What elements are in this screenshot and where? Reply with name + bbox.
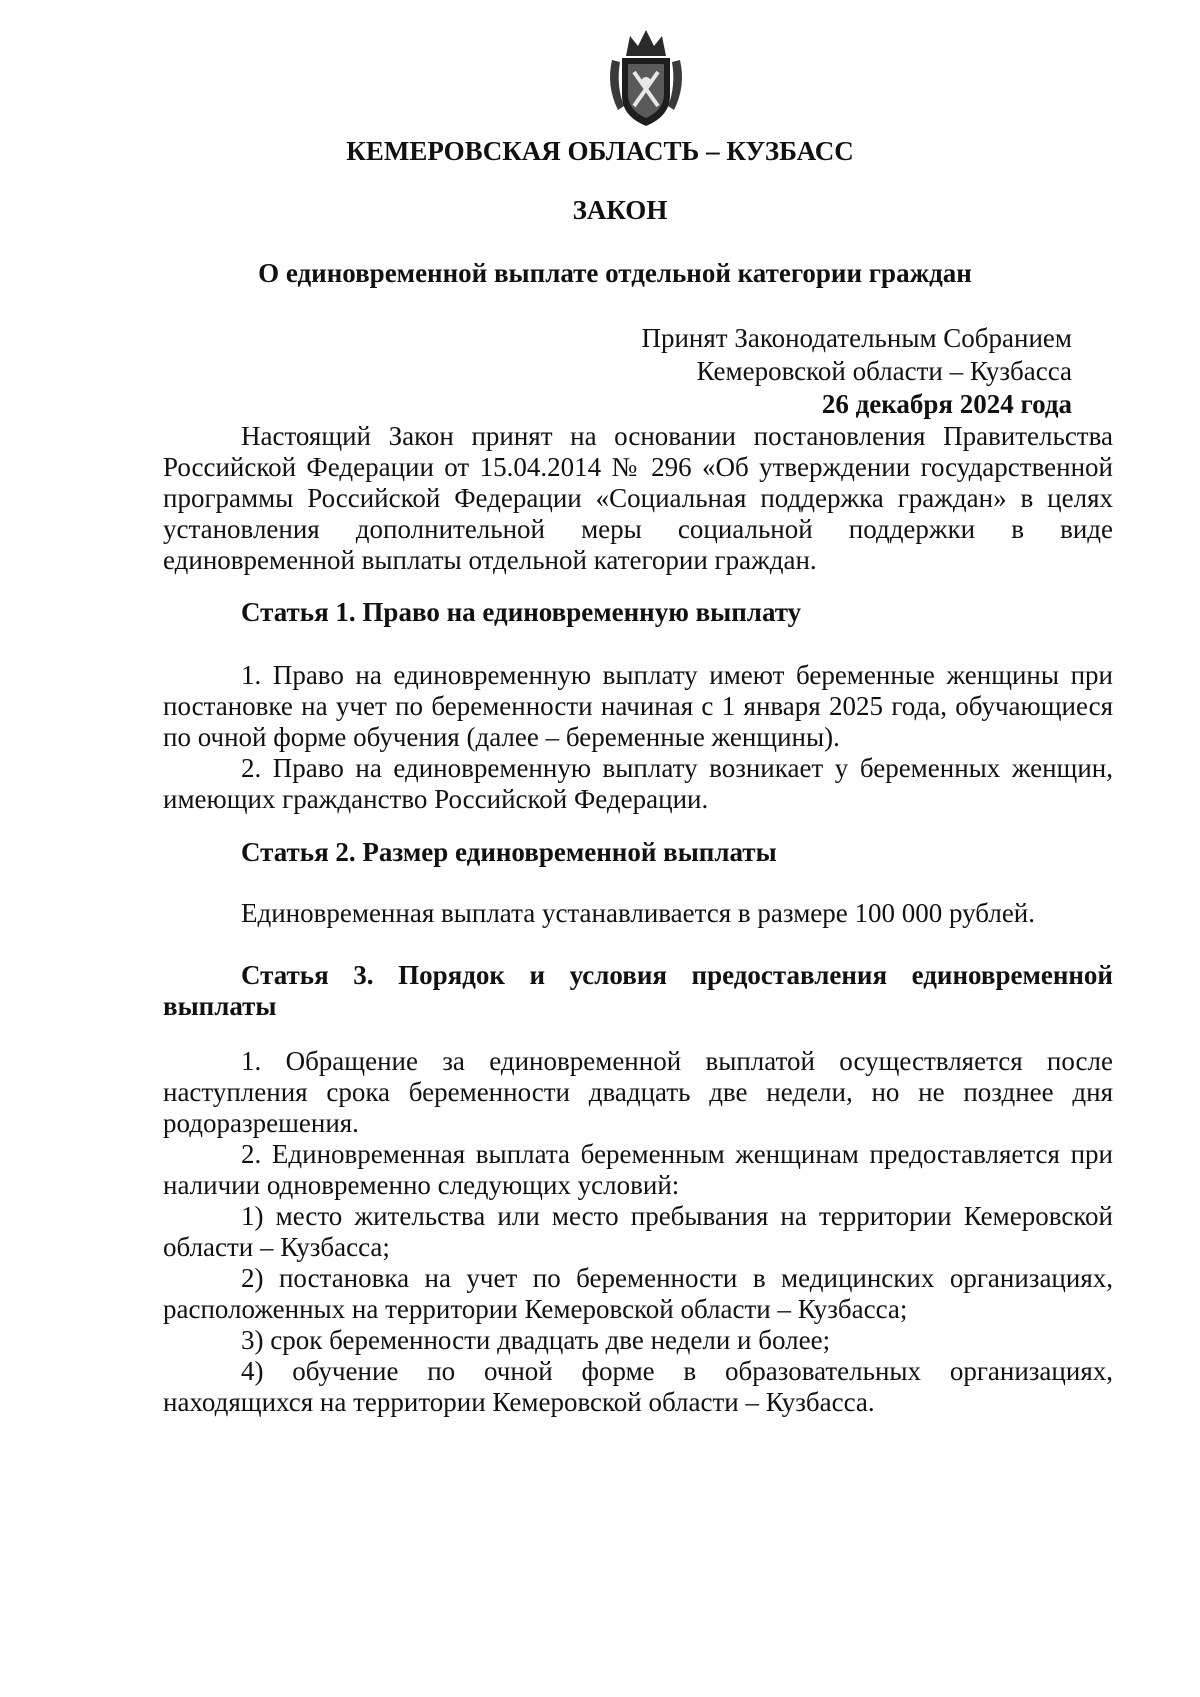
region-name: КЕМЕРОВСКАЯ ОБЛАСТЬ – КУЗБАСС bbox=[346, 136, 854, 166]
adopted-line-1: Принят Законодательным Собранием bbox=[641, 323, 1072, 353]
article-3-paragraph-2: 2. Единовременная выплата беременным женщинам предоставляется при наличии одновременно следующих условий: bbox=[163, 1139, 1113, 1200]
article-3-item-2: 2) постановка на учет по беременности в медицинских организациях, расположенных на территории Кемеровской области – Кузбасса; bbox=[163, 1263, 1113, 1324]
article-3-body bbox=[163, 1046, 1113, 1418]
article-1-paragraph-1: 1. Право на единовременную выплату имеют беременные женщины при постановке на учет по беременности начиная с 1 января 2025 года, обучающиеся по очной форме обучения (далее – беременные женщины). bbox=[163, 660, 1113, 752]
adoption-date: 26 декабря 2024 года bbox=[821, 389, 1072, 419]
article-3-heading: Статья 3. Порядок и условия предоставления единовременной выплаты bbox=[163, 960, 1113, 1021]
article-3-paragraph-1: 1. Обращение за единовременной выплатой осуществляется после наступления срока беременности двадцать две недели, но не позднее дня родоразрешения. bbox=[163, 1046, 1113, 1138]
adopted-line-2: Кемеровской области – Кузбасса bbox=[696, 356, 1072, 386]
article-3-item-3: 3) срок беременности двадцать две недели и более; bbox=[241, 1325, 831, 1355]
coat-of-arms-emblem bbox=[604, 26, 688, 130]
adoption-block bbox=[641, 322, 1072, 421]
document-title: О единовременной выплате отдельной категории граждан bbox=[258, 258, 972, 288]
article-3-item-4: 4) обучение по очной форме в образовательных организациях, находящихся на территории Кемеровской области – Кузбасса. bbox=[163, 1356, 1113, 1417]
article-2-paragraph-1: Единовременная выплата устанавливается в размере 100 000 рублей. bbox=[241, 898, 1036, 928]
article-1-heading: Статья 1. Право на единовременную выплату bbox=[241, 597, 802, 627]
preamble-paragraph: Настоящий Закон принят на основании постановления Правительства Российской Федерации от 15.04.2014 № 296 «Об утверждении государственной программы Российской Федерации «Социальная поддержка граждан» в целях установления дополнительной меры социальной поддержки в виде единовременной выплаты отдельной категории граждан. bbox=[163, 421, 1113, 575]
article-2-body bbox=[163, 898, 1113, 929]
article-1-body bbox=[163, 660, 1113, 815]
article-3-item-1: 1) место жительства или место пребывания на территории Кемеровской области – Кузбасса; bbox=[163, 1201, 1113, 1262]
preamble-block bbox=[163, 421, 1113, 576]
article-2-heading: Статья 2. Размер единовременной выплаты bbox=[241, 837, 777, 867]
document-type: ЗАКОН bbox=[572, 195, 668, 225]
article-1-paragraph-2: 2. Право на единовременную выплату возникает у беременных женщин, имеющих гражданство Российской Федерации. bbox=[163, 753, 1113, 814]
